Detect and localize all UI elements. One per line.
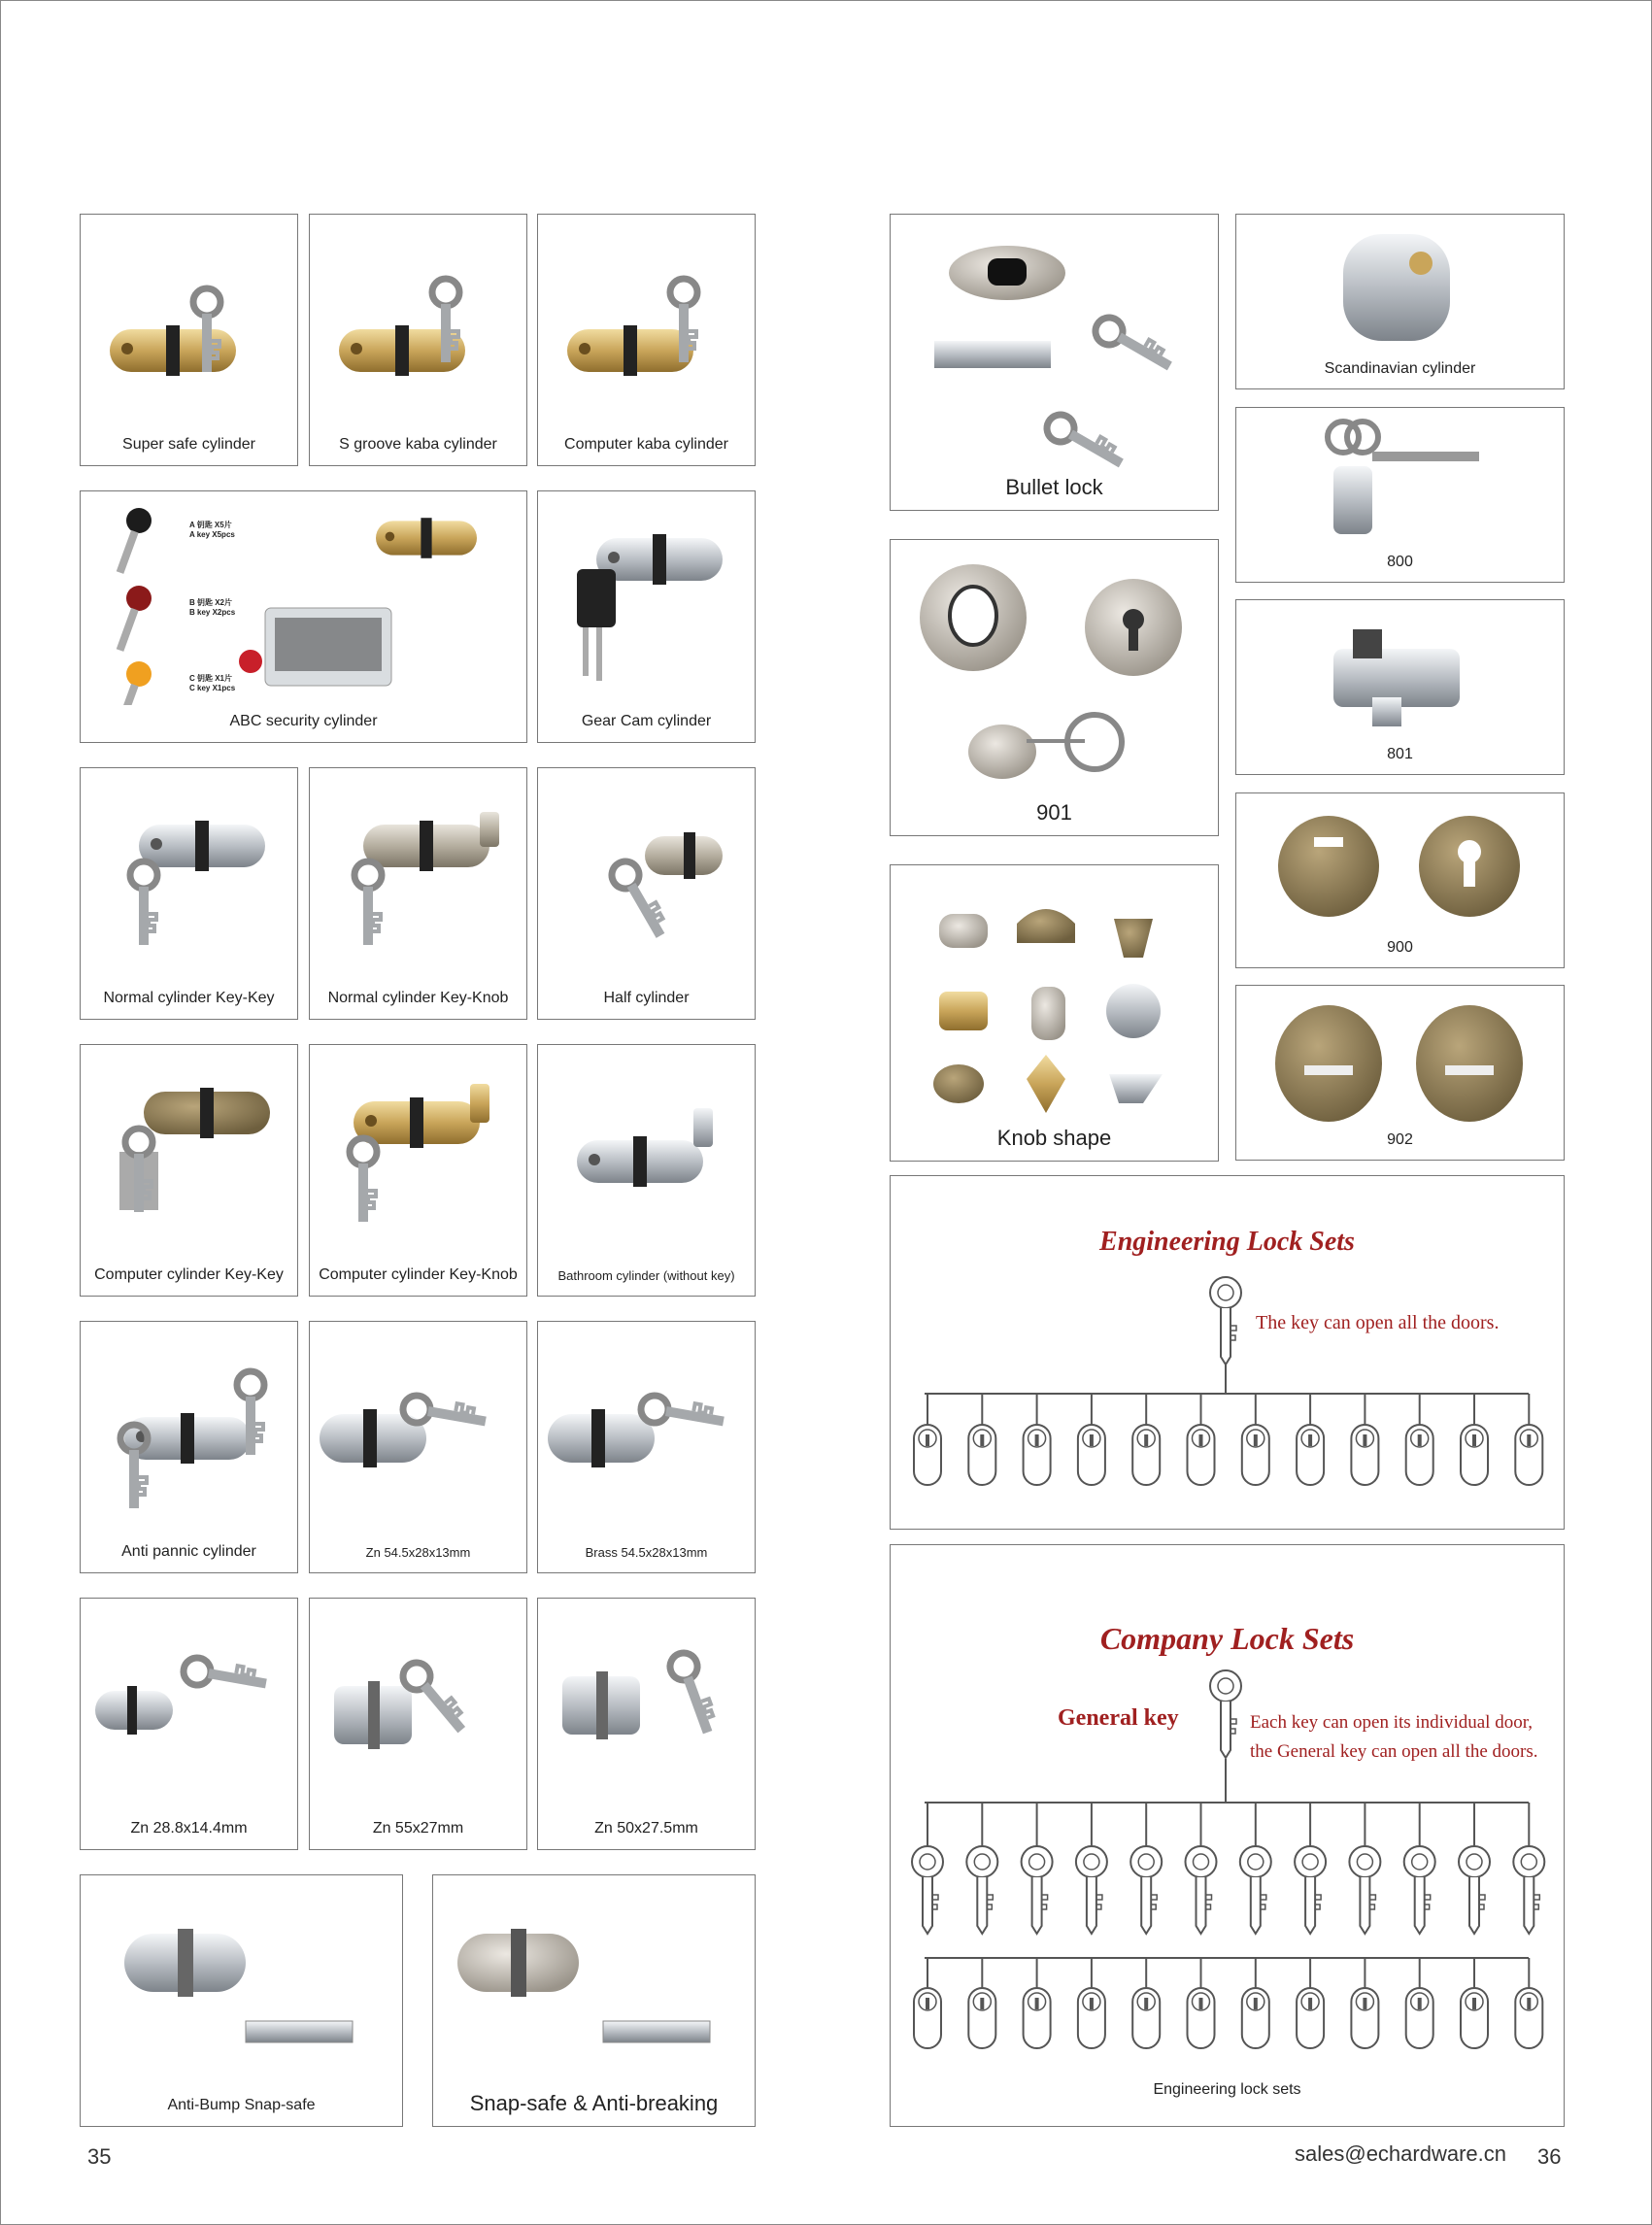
- key-b-en: B key X2pcs: [189, 608, 236, 617]
- gear-cam-cylinder-image: [538, 491, 755, 705]
- caption: Zn 50x27.5mm: [594, 1820, 698, 1837]
- bathroom-cylinder-image: [538, 1045, 755, 1259]
- 900-image: [1236, 793, 1564, 939]
- caption: Zn 54.5x28x13mm: [365, 1545, 471, 1560]
- product-normal-cylinder-key-knob: [309, 767, 527, 1020]
- key-a-label: [189, 521, 235, 540]
- product-zn-55: [309, 1598, 527, 1850]
- product-902: [1235, 985, 1565, 1161]
- product-bullet-lock: [890, 214, 1219, 511]
- product-abc-security-cylinder: [80, 490, 527, 743]
- caption: Bullet lock: [1005, 475, 1103, 499]
- key-b-label: [189, 598, 235, 618]
- key-icon: [1130, 1846, 1162, 1934]
- cylinder-icon: [1132, 1988, 1160, 2048]
- key-icon: [1186, 1846, 1217, 1934]
- footer-email: sales@echardware.cn: [1295, 2141, 1506, 2166]
- caption: 900: [1387, 939, 1413, 956]
- cylinder-icon: [1406, 1988, 1433, 2048]
- cylinder-icon: [1461, 1988, 1488, 2048]
- product-zn-54-5: [309, 1321, 527, 1573]
- product-normal-cylinder-key-key: [80, 767, 298, 1020]
- key-icon: [1513, 1846, 1544, 1934]
- computer-kk-image: [81, 1045, 297, 1259]
- 800-image: [1236, 408, 1564, 554]
- key-row: [912, 1803, 1544, 1934]
- general-key-icon: [1210, 1670, 1241, 1758]
- normal-kk-image: [81, 768, 297, 982]
- company-caption: Engineering lock sets: [1153, 2081, 1301, 2098]
- key-icon: [912, 1846, 943, 1934]
- caption: Super safe cylinder: [122, 436, 255, 453]
- cylinder-icon: [1515, 1425, 1542, 1485]
- caption: 800: [1387, 554, 1413, 570]
- cylinder-icon: [968, 1988, 995, 2048]
- product-bathroom-cylinder: [537, 1044, 756, 1297]
- caption: Bathroom cylinder (without key): [557, 1268, 735, 1283]
- cylinder-icon: [1188, 1425, 1215, 1485]
- cylinder-icon: [1515, 1988, 1542, 2048]
- product-computer-kaba-cylinder: [537, 214, 756, 466]
- product-900: [1235, 792, 1565, 968]
- product-computer-cylinder-key-key: [80, 1044, 298, 1297]
- zn-55-image: [310, 1599, 526, 1812]
- caption: Snap-safe & Anti-breaking: [469, 2091, 719, 2115]
- cylinder-row: [914, 1394, 1542, 1485]
- cylinder-icon: [1024, 1425, 1051, 1485]
- cylinder-icon: [1132, 1425, 1160, 1485]
- caption: S groove kaba cylinder: [339, 436, 497, 453]
- caption: Gear Cam cylinder: [581, 713, 712, 729]
- zn-54-image: [310, 1322, 526, 1535]
- half-cylinder-image: [538, 768, 755, 982]
- product-knob-shape: [890, 864, 1219, 1162]
- cylinder-icon: [1078, 1425, 1105, 1485]
- product-800: [1235, 407, 1565, 583]
- abc-cylinder-image: [81, 491, 526, 705]
- caption: Normal cylinder Key-Key: [103, 990, 275, 1006]
- zn-50-image: [538, 1599, 755, 1812]
- caption: Normal cylinder Key-Knob: [327, 990, 509, 1006]
- key-b-cn: B 钥匙 X2片: [189, 598, 233, 607]
- product-s-groove-kaba-cylinder: [309, 214, 527, 466]
- caption: Computer cylinder Key-Key: [94, 1266, 284, 1283]
- engineering-tree-svg: [891, 1176, 1564, 1529]
- zn-28-image: [81, 1599, 297, 1812]
- caption: 801: [1387, 746, 1413, 762]
- cylinder-icon: [914, 1425, 941, 1485]
- product-zn-28-8: [80, 1598, 298, 1850]
- key-icon: [1022, 1846, 1053, 1934]
- cylinder-icon: [1297, 1425, 1324, 1485]
- product-half-cylinder: [537, 767, 756, 1020]
- bullet-lock-image: [891, 215, 1218, 477]
- caption: Knob shape: [996, 1126, 1112, 1150]
- product-gear-cam-cylinder: [537, 490, 756, 743]
- company-note-2: the General key can open all the doors.: [1250, 1741, 1538, 1762]
- page-number-left: 35: [87, 2144, 112, 2169]
- cylinder-icon: [968, 1425, 995, 1485]
- caption: Computer cylinder Key-Knob: [319, 1266, 518, 1283]
- company-title: Company Lock Sets: [1099, 1621, 1355, 1656]
- cylinder-icon: [1406, 1425, 1433, 1485]
- product-brass-54-5: [537, 1321, 756, 1573]
- cylinder-icon: [1351, 1425, 1378, 1485]
- key-icon: [1459, 1846, 1490, 1934]
- key-icon: [1404, 1846, 1435, 1934]
- 901-image: [891, 540, 1218, 802]
- caption: 901: [1036, 800, 1072, 825]
- caption: Scandinavian cylinder: [1324, 360, 1476, 377]
- key-c-label: [189, 674, 235, 693]
- key-c-cn: C 钥匙 X1片: [189, 674, 233, 683]
- product-scandinavian-cylinder: [1235, 214, 1565, 389]
- cylinder-icon: [1351, 1988, 1378, 2048]
- product-snap-safe-anti-breaking: [432, 1874, 756, 2127]
- caption: Anti-Bump Snap-safe: [167, 2097, 316, 2113]
- product-anti-bump-snap-safe: [80, 1874, 403, 2127]
- key-icon: [1295, 1846, 1326, 1934]
- engineering-title: Engineering Lock Sets: [1099, 1227, 1355, 1257]
- caption: Computer kaba cylinder: [564, 436, 728, 453]
- key-icon: [1076, 1846, 1107, 1934]
- caption: Zn 28.8x14.4mm: [130, 1820, 248, 1837]
- product-zn-50: [537, 1598, 756, 1850]
- product-computer-cylinder-key-knob: [309, 1044, 527, 1297]
- cylinder-icon: [1078, 1988, 1105, 2048]
- super-safe-cylinder-image: [81, 215, 297, 428]
- key-icon: [1240, 1846, 1271, 1934]
- master-key-icon: [1210, 1277, 1241, 1365]
- brass-54-image: [538, 1322, 755, 1535]
- general-key-label: General key: [1058, 1705, 1179, 1731]
- product-801: [1235, 599, 1565, 775]
- caption: Half cylinder: [603, 990, 690, 1006]
- caption: 902: [1387, 1131, 1413, 1148]
- caption: ABC security cylinder: [229, 713, 378, 729]
- caption: Zn 55x27mm: [372, 1820, 464, 1837]
- snap-safe-image: [433, 1875, 755, 2089]
- engineering-note: The key can open all the doors.: [1256, 1312, 1500, 1333]
- normal-kn-image: [310, 768, 526, 982]
- cylinder-icon: [1188, 1988, 1215, 2048]
- s-groove-cylinder-image: [310, 215, 526, 428]
- company-tree-svg: [891, 1545, 1564, 2126]
- key-a-cn: A 钥匙 X5片: [189, 521, 232, 529]
- caption: Brass 54.5x28x13mm: [585, 1545, 708, 1560]
- product-901: [890, 539, 1219, 836]
- cylinder-row: [914, 1958, 1542, 2048]
- 902-image: [1236, 986, 1564, 1131]
- scandinavian-image: [1236, 215, 1564, 360]
- cylinder-icon: [1024, 1988, 1051, 2048]
- cylinder-icon: [1297, 1988, 1324, 2048]
- computer-kn-image: [310, 1045, 526, 1259]
- anti-pannic-image: [81, 1322, 297, 1535]
- anti-bump-image: [81, 1875, 402, 2089]
- product-anti-pannic-cylinder: [80, 1321, 298, 1573]
- page-number-right: 36: [1537, 2144, 1562, 2169]
- company-lock-sets-diagram: [890, 1544, 1565, 2127]
- cylinder-icon: [1242, 1425, 1269, 1485]
- key-c-en: C key X1pcs: [189, 684, 236, 692]
- key-a-en: A key X5pcs: [189, 530, 235, 539]
- product-super-safe-cylinder: [80, 214, 298, 466]
- computer-kaba-cylinder-image: [538, 215, 755, 428]
- 801-image: [1236, 600, 1564, 746]
- key-icon: [1349, 1846, 1380, 1934]
- cylinder-icon: [1242, 1988, 1269, 2048]
- caption: Anti pannic cylinder: [121, 1543, 256, 1560]
- knob-shape-image: [891, 865, 1218, 1128]
- cylinder-icon: [1461, 1425, 1488, 1485]
- company-note-1: Each key can open its individual door,: [1250, 1712, 1534, 1733]
- engineering-lock-sets-diagram: [890, 1175, 1565, 1530]
- cylinder-icon: [914, 1988, 941, 2048]
- key-icon: [966, 1846, 997, 1934]
